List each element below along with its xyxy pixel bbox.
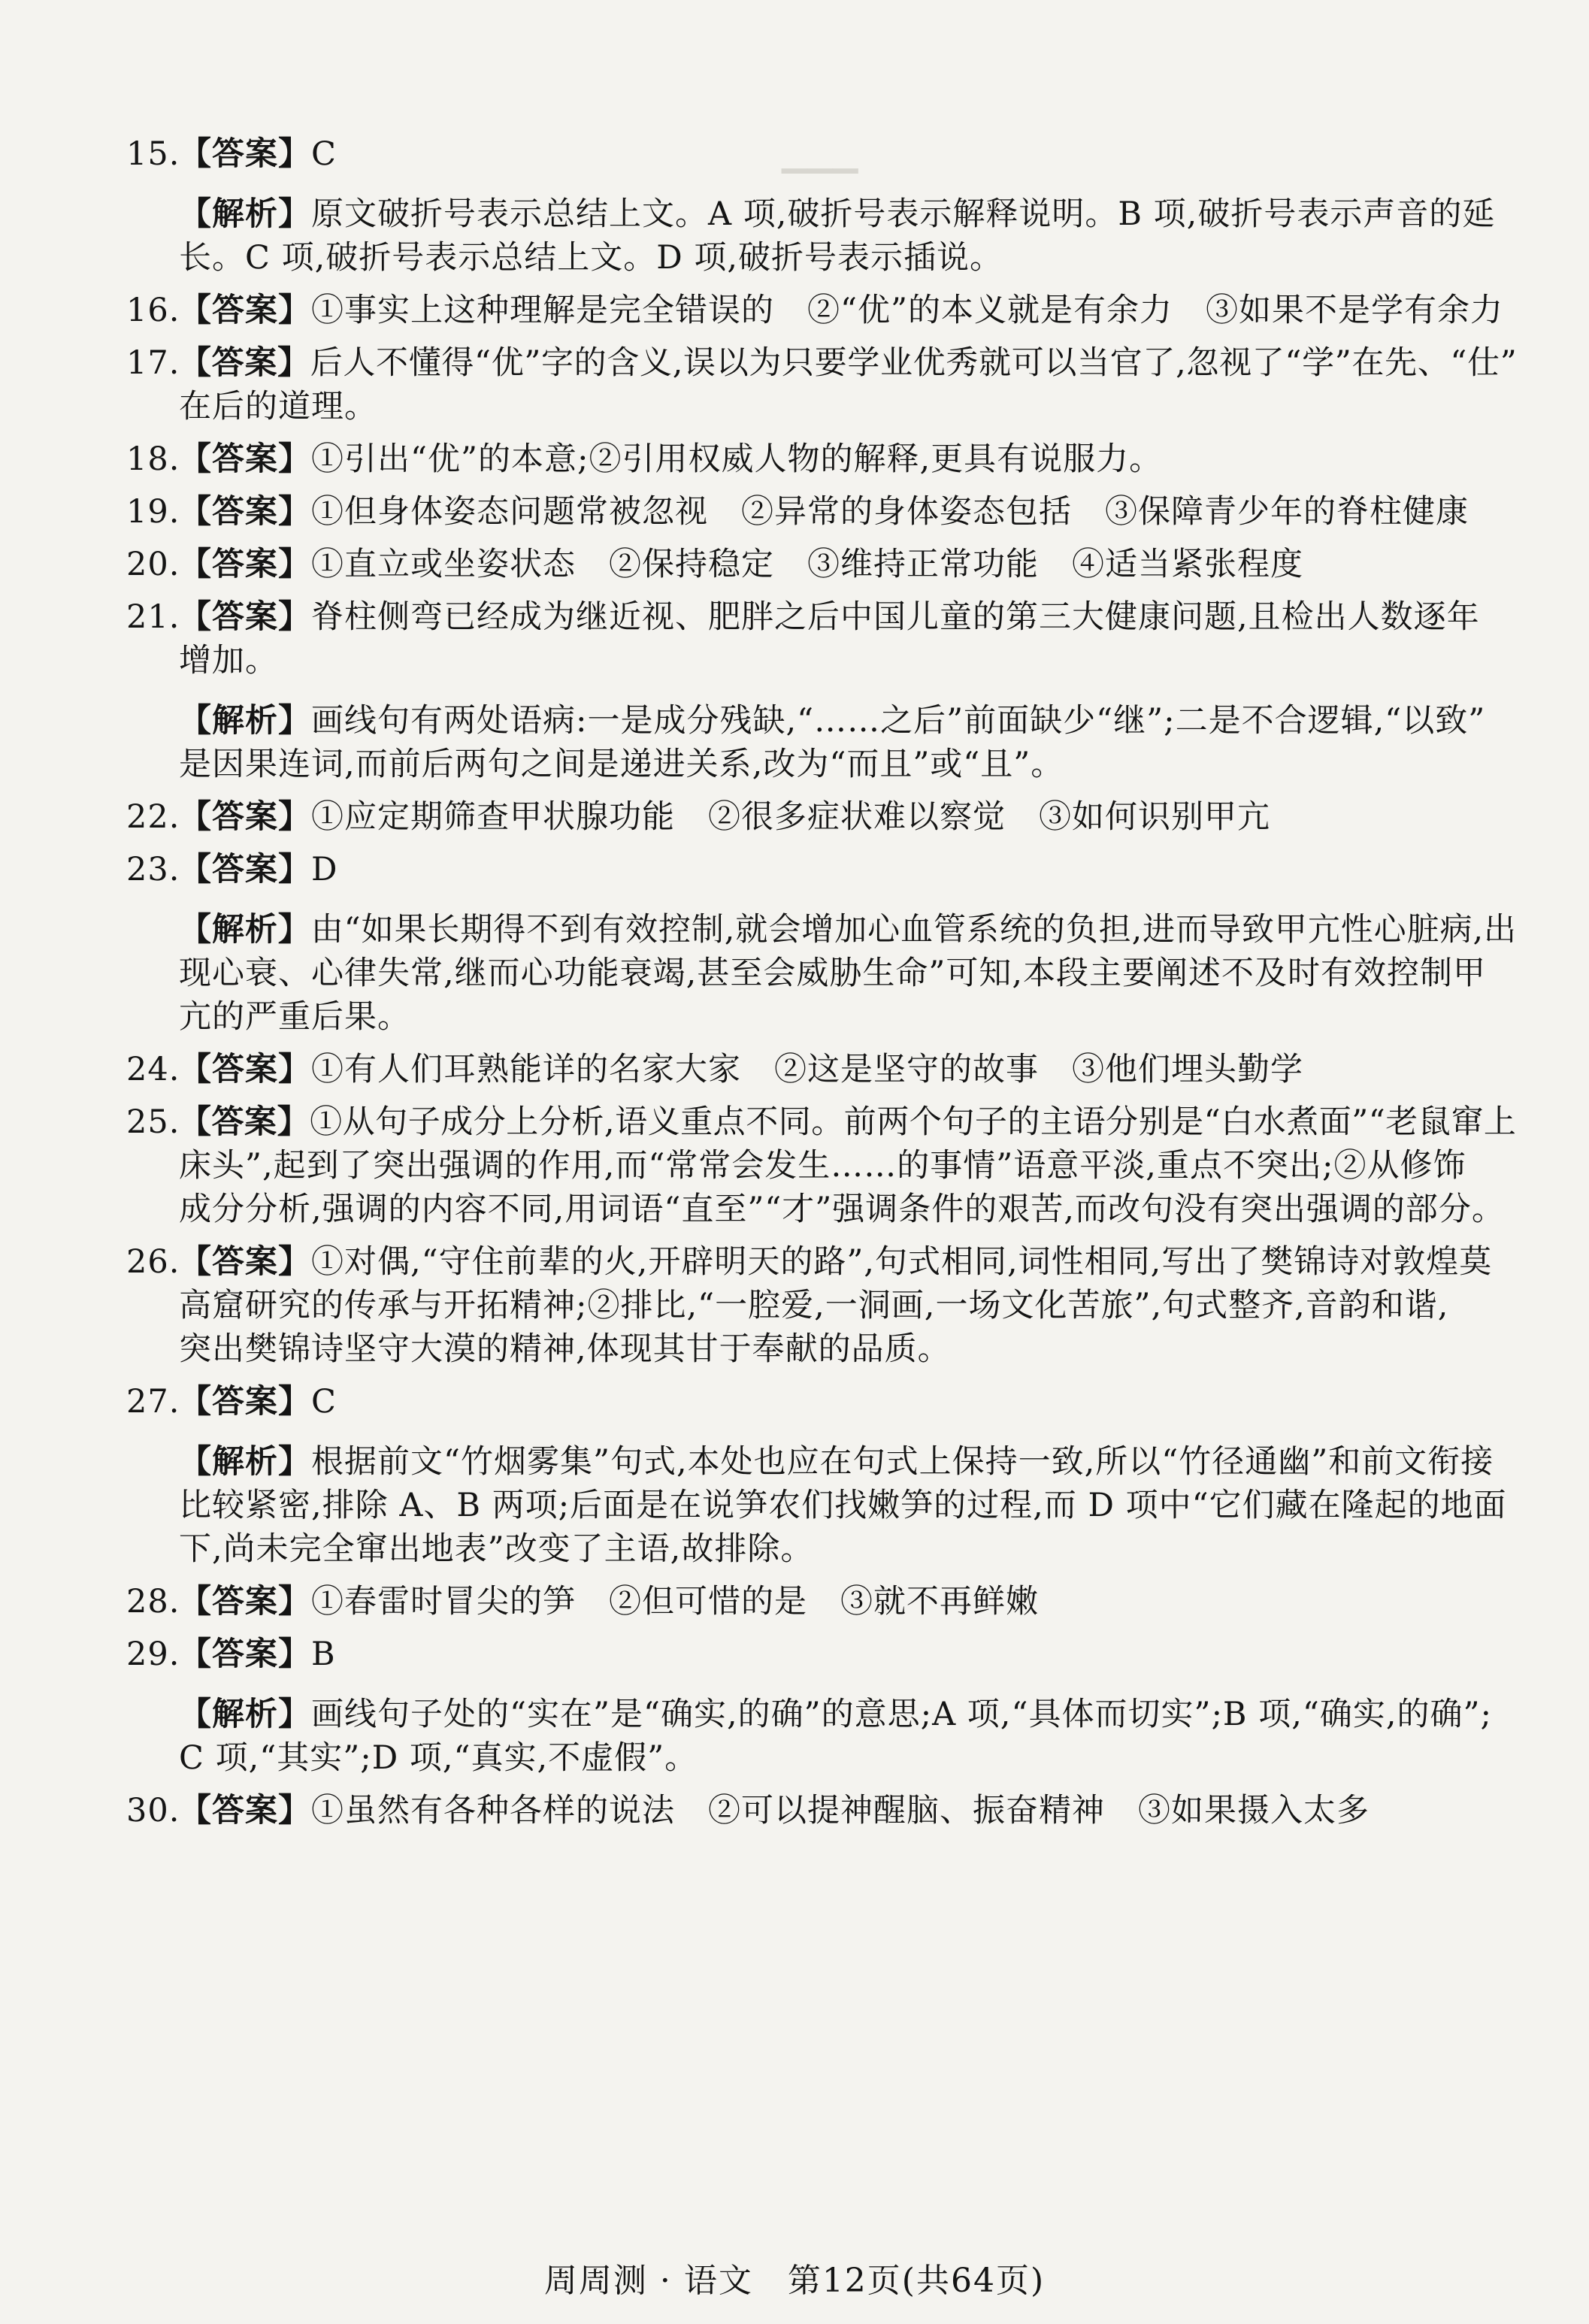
answer-line xyxy=(179,1048,1517,1091)
bleed-heading-ghost: ▁▁▁ xyxy=(782,135,858,174)
answer-block xyxy=(179,1580,1517,1623)
analysis-label: 【解析】 xyxy=(179,1696,311,1733)
question-number: 18. xyxy=(126,440,180,478)
answer-text: ①应定期筛查甲状腺功能 ②很多症状难以察觉 ③如何识别甲亢 xyxy=(311,798,1270,836)
answer-item xyxy=(126,132,1517,280)
answer-item xyxy=(126,595,1517,786)
analysis-line xyxy=(179,908,1517,952)
answer-line xyxy=(179,1100,1517,1144)
answer-label: 【答案】 xyxy=(179,292,311,329)
question-number: 27. xyxy=(126,1383,180,1421)
question-number: 29. xyxy=(126,1636,180,1673)
analysis-label: 【解析】 xyxy=(179,195,311,233)
answer-label: 【答案】 xyxy=(179,1383,311,1421)
answer-block xyxy=(179,1048,1517,1091)
analysis-text: C 项,“其实”;D 项,“真实,不虚假”。 xyxy=(179,1739,698,1777)
answer-line xyxy=(179,437,1517,481)
answer-item xyxy=(126,1633,1517,1780)
analysis-line xyxy=(179,1736,1517,1780)
analysis-block xyxy=(179,192,1517,280)
answer-block xyxy=(179,595,1517,682)
answer-label: 【答案】 xyxy=(179,1051,311,1088)
analysis-text: 现心衰、心律失常,继而心功能衰竭,甚至会威胁生命”可知,本段主要阐述不及时有效控制甲 xyxy=(179,955,1486,992)
answer-label: 【答案】 xyxy=(179,851,311,888)
question-number: 20. xyxy=(126,546,180,583)
analysis-label: 【解析】 xyxy=(179,1443,311,1481)
answer-line xyxy=(179,543,1517,586)
analysis-text: 由“如果长期得不到有效控制,就会增加心血管系统的负担,进而导致甲亢性心脏病,出 xyxy=(310,911,1517,949)
answer-line xyxy=(179,1380,1517,1424)
answer-block xyxy=(179,341,1517,428)
answer-line xyxy=(179,795,1517,839)
analysis-line xyxy=(179,192,1517,236)
answer-item xyxy=(126,1789,1517,1832)
analysis-label: 【解析】 xyxy=(179,911,311,949)
answer-block xyxy=(179,1240,1517,1371)
answer-block xyxy=(179,848,1517,891)
analysis-text: 画线句有两处语病:一是成分残缺,“……之后”前面缺少“继”;二是不合逻辑,“以致” xyxy=(311,702,1486,740)
answer-text: 后人不懂得“优”字的含义,误以为只要学业优秀就可以当官了,忽视了“学”在先、“仕” xyxy=(310,344,1518,382)
answer-text: ①但身体姿态问题常被忽视 ②异常的身体姿态包括 ③保障青少年的脊柱健康 xyxy=(311,493,1469,531)
answer-line xyxy=(179,1284,1517,1327)
answer-text: 成分分析,强调的内容不同,用词语“直至”“才”强调条件的艰苦,而改句没有突出强调的部分。 xyxy=(179,1191,1505,1228)
answer-item xyxy=(126,848,1517,1039)
question-number: 23. xyxy=(126,851,180,888)
answer-block xyxy=(179,795,1517,839)
answer-text: C xyxy=(311,1383,337,1421)
answer-label: 【答案】 xyxy=(179,1583,311,1620)
answer-line xyxy=(179,132,1517,176)
answer-text: ①引出“优”的本意;②引用权威人物的解释,更具有说服力。 xyxy=(311,440,1163,478)
answer-label: 【答案】 xyxy=(179,798,311,836)
analysis-line xyxy=(179,1440,1517,1484)
answer-text: ①直立或坐姿状态 ②保持稳定 ③维持正常功能 ④适当紧张程度 xyxy=(311,546,1303,583)
question-number: 25. xyxy=(126,1103,180,1141)
analysis-block xyxy=(179,1693,1517,1780)
answer-block xyxy=(179,543,1517,586)
answer-label: 【答案】 xyxy=(179,1792,311,1829)
question-number: 26. xyxy=(126,1243,180,1281)
answer-item xyxy=(126,1100,1517,1231)
answer-item xyxy=(126,795,1517,839)
answer-item xyxy=(126,1240,1517,1371)
analysis-text: 下,尚未完全窜出地表”改变了主语,故排除。 xyxy=(179,1530,814,1568)
question-number: 28. xyxy=(126,1583,180,1620)
answer-text: D xyxy=(311,851,338,888)
analysis-text: 是因果连词,而前后两句之间是递进关系,改为“而且”或“且”。 xyxy=(179,746,1064,783)
answer-item xyxy=(126,1580,1517,1623)
analysis-line xyxy=(179,995,1517,1039)
answer-label: 【答案】 xyxy=(179,493,311,531)
answer-block xyxy=(179,132,1517,176)
answer-item xyxy=(126,289,1517,332)
answer-text: ①有人们耳熟能详的名家大家 ②这是坚守的故事 ③他们埋头勤学 xyxy=(311,1051,1303,1088)
answer-label: 【答案】 xyxy=(179,1243,311,1281)
answer-line xyxy=(179,1188,1517,1231)
answer-item xyxy=(126,341,1517,428)
answer-item xyxy=(126,490,1517,534)
answer-line xyxy=(179,289,1517,332)
answer-label: 【答案】 xyxy=(179,598,311,636)
answer-text: 增加。 xyxy=(179,642,278,679)
answer-block xyxy=(179,289,1517,332)
answer-block xyxy=(179,1633,1517,1676)
analysis-line xyxy=(179,743,1517,786)
answer-block xyxy=(179,437,1517,481)
answer-block xyxy=(179,490,1517,534)
answer-line xyxy=(179,848,1517,891)
answer-text: ①事实上这种理解是完全错误的 ②“优”的本义就是有余力 ③如果不是学有余力 xyxy=(311,292,1503,329)
answer-item xyxy=(126,437,1517,481)
analysis-label: 【解析】 xyxy=(179,702,311,740)
answer-label: 【答案】 xyxy=(179,1103,310,1141)
answer-line xyxy=(179,1580,1517,1623)
answer-block xyxy=(179,1789,1517,1832)
analysis-text: 长。C 项,破折号表示总结上文。D 项,破折号表示插说。 xyxy=(179,239,1003,277)
answer-label: 【答案】 xyxy=(179,135,311,173)
analysis-line xyxy=(179,699,1517,743)
answer-text: ①从句子成分上分析,语义重点不同。前两个句子的主语分别是“白水煮面”“老鼠窜上 xyxy=(310,1103,1517,1141)
question-number: 21. xyxy=(126,598,180,636)
page-footer: 周周测 · 语文 第12页(共64页) xyxy=(543,2262,1046,2300)
analysis-line xyxy=(179,236,1517,280)
answer-line xyxy=(179,1144,1517,1188)
answer-text: B xyxy=(311,1636,336,1673)
answer-text: 床头”,起到了突出强调的作用,而“常常会发生……的事情”语意平淡,重点不突出;②从修饰 xyxy=(179,1147,1466,1185)
answer-label: 【答案】 xyxy=(179,1636,311,1673)
answer-text: 脊柱侧弯已经成为继近视、肥胖之后中国儿童的第三大健康问题,且检出人数逐年 xyxy=(311,598,1480,636)
answer-line xyxy=(179,490,1517,534)
question-number: 16. xyxy=(126,292,180,329)
answer-line xyxy=(179,1240,1517,1284)
answer-line xyxy=(179,385,1517,428)
answer-block xyxy=(179,1380,1517,1424)
answer-text: ①春雷时冒尖的笋 ②但可惜的是 ③就不再鲜嫩 xyxy=(311,1583,1039,1620)
analysis-text: 亢的严重后果。 xyxy=(179,998,410,1036)
question-number: 24. xyxy=(126,1051,180,1088)
answer-item xyxy=(126,1048,1517,1091)
analysis-line xyxy=(179,1693,1517,1736)
answer-key-content xyxy=(126,132,1517,1841)
answer-line xyxy=(179,1633,1517,1676)
analysis-text: 原文破折号表示总结上文。A 项,破折号表示解释说明。B 项,破折号表示声音的延 xyxy=(311,195,1496,233)
analysis-text: 根据前文“竹烟雾集”句式,本处也应在句式上保持一致,所以“竹径通幽”和前文衔接 xyxy=(311,1443,1494,1481)
answer-item xyxy=(126,1380,1517,1571)
answer-text: 在后的道理。 xyxy=(179,388,377,425)
analysis-line xyxy=(179,1527,1517,1571)
answer-line xyxy=(179,595,1517,639)
analysis-block xyxy=(179,699,1517,786)
answer-label: 【答案】 xyxy=(179,546,311,583)
answer-item xyxy=(126,543,1517,586)
analysis-block xyxy=(179,908,1517,1039)
analysis-text: 画线句子处的“实在”是“确实,的确”的意思;A 项,“具体而切实”;B 项,“确实,的确”; xyxy=(311,1696,1492,1733)
answer-line xyxy=(179,639,1517,682)
question-number: 30. xyxy=(126,1792,180,1829)
answer-text: 高窟研究的传承与开拓精神;②排比,“一腔爱,一洞画,一场文化苦旅”,句式整齐,音韵和谐, xyxy=(179,1287,1449,1324)
analysis-block xyxy=(179,1440,1517,1571)
answer-text: ①虽然有各种各样的说法 ②可以提神醒脑、振奋精神 ③如果摄入太多 xyxy=(311,1792,1370,1829)
question-number: 19. xyxy=(126,493,180,531)
answer-block xyxy=(179,1100,1517,1231)
answer-line xyxy=(179,1327,1517,1371)
answer-text: ①对偶,“守住前辈的火,开辟明天的路”,句式相同,词性相同,写出了樊锦诗对敦煌莫 xyxy=(311,1243,1493,1281)
analysis-text: 比较紧密,排除 A、B 两项;后面是在说笋农们找嫩笋的过程,而 D 项中“它们藏在隆起的地面 xyxy=(179,1487,1507,1524)
answer-text: 突出樊锦诗坚守大漠的精神,体现其甘于奉献的品质。 xyxy=(179,1330,951,1368)
answer-line xyxy=(179,341,1517,385)
analysis-line xyxy=(179,952,1517,995)
answer-text: C xyxy=(311,135,337,173)
answer-label: 【答案】 xyxy=(179,344,310,382)
question-number: 15. xyxy=(126,135,180,173)
question-number: 22. xyxy=(126,798,180,836)
analysis-line xyxy=(179,1484,1517,1527)
answer-label: 【答案】 xyxy=(179,440,311,478)
question-number: 17. xyxy=(126,344,180,382)
answer-line xyxy=(179,1789,1517,1832)
